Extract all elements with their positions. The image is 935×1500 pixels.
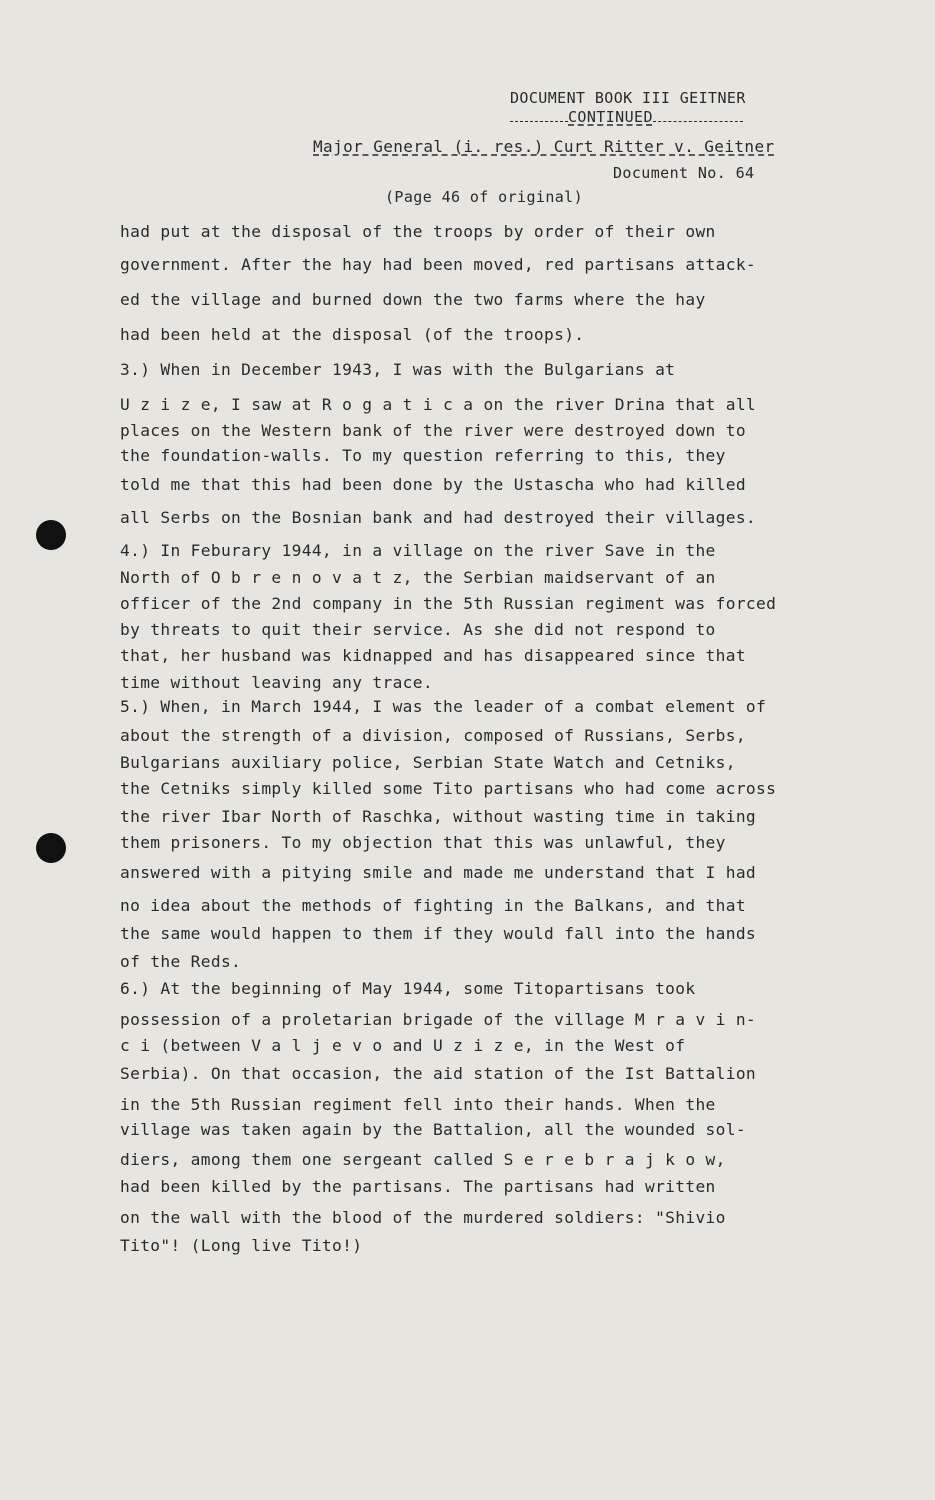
page-reference: (Page 46 of original): [385, 188, 584, 206]
text-line: had put at the disposal of the troops by order of their own: [120, 222, 716, 241]
text-line: possession of a proletarian brigade of the village M r a v i n-: [120, 1010, 757, 1029]
text-line: the Cetniks simply killed some Tito partisans who had come across: [120, 779, 777, 798]
punch-hole-upper: [36, 520, 66, 550]
text-line: no idea about the methods of fighting in the Balkans, and that: [120, 896, 746, 915]
text-line: had been held at the disposal (of the troops).: [120, 325, 585, 344]
text-line: North of O b r e n o v a t z, the Serbian maidservant of an: [120, 568, 716, 587]
text-line: 6.) At the beginning of May 1944, some Titopartisans took: [120, 979, 696, 998]
text-line: by threats to quit their service. As she did not respond to: [120, 620, 716, 639]
document-number: Document No. 64: [613, 164, 755, 182]
text-line: c i (between V a l j e v o and U z i z e, in the West of: [120, 1036, 686, 1055]
text-line: on the wall with the blood of the murdered soldiers: "Shivio: [120, 1208, 726, 1227]
text-line: Bulgarians auxiliary police, Serbian State Watch and Cetniks,: [120, 753, 736, 772]
text-line: 3.) When in December 1943, I was with the Bulgarians at: [120, 360, 676, 379]
text-line: the river Ibar North of Raschka, without wasting time in taking: [120, 807, 757, 826]
text-line: that, her husband was kidnapped and has disappeared since that: [120, 646, 746, 665]
text-line: in the 5th Russian regiment fell into their hands. When the: [120, 1095, 716, 1114]
text-line: had been killed by the partisans. The partisans had written: [120, 1177, 716, 1196]
continued-text: CONTINUED: [568, 108, 653, 126]
punch-hole-lower: [36, 833, 66, 863]
text-line: 5.) When, in March 1944, I was the leader of a combat element of: [120, 697, 767, 716]
text-line: told me that this had been done by the Ustascha who had killed: [120, 475, 746, 494]
text-line: government. After the hay had been moved, red partisans attack-: [120, 255, 757, 274]
text-line: Tito"! (Long live Tito!): [120, 1236, 363, 1255]
continued-label: [510, 108, 743, 126]
text-line: the foundation-walls. To my question referring to this, they: [120, 446, 726, 465]
text-line: all Serbs on the Bosnian bank and had destroyed their villages.: [120, 508, 757, 527]
text-line: time without leaving any trace.: [120, 673, 433, 692]
text-line: Serbia). On that occasion, the aid station of the Ist Battalion: [120, 1064, 757, 1083]
text-line: them prisoners. To my objection that this was unlawful, they: [120, 833, 726, 852]
text-line: ed the village and burned down the two farms where the hay: [120, 290, 706, 309]
text-line: about the strength of a division, composed of Russians, Serbs,: [120, 726, 746, 745]
text-line: diers, among them one sergeant called S e r e b r a j k o w,: [120, 1150, 726, 1169]
text-line: officer of the 2nd company in the 5th Russian regiment was forced: [120, 594, 777, 613]
text-line: U z i z e, I saw at R o g a t i c a on the river Drina that all: [120, 395, 757, 414]
document-book-title: DOCUMENT BOOK III GEITNER: [510, 89, 746, 107]
text-line: 4.) In Feburary 1944, in a village on the river Save in the: [120, 541, 716, 560]
author-line: Major General (i. res.) Curt Ritter v. Geitner: [313, 137, 775, 156]
document-body: [120, 222, 880, 1255]
text-line: the same would happen to them if they would fall into the hands: [120, 924, 757, 943]
text-line: answered with a pitying smile and made me understand that I had: [120, 863, 757, 882]
text-line: of the Reds.: [120, 952, 242, 971]
text-line: village was taken again by the Battalion, all the wounded sol-: [120, 1120, 746, 1139]
text-line: places on the Western bank of the river were destroyed down to: [120, 421, 746, 440]
